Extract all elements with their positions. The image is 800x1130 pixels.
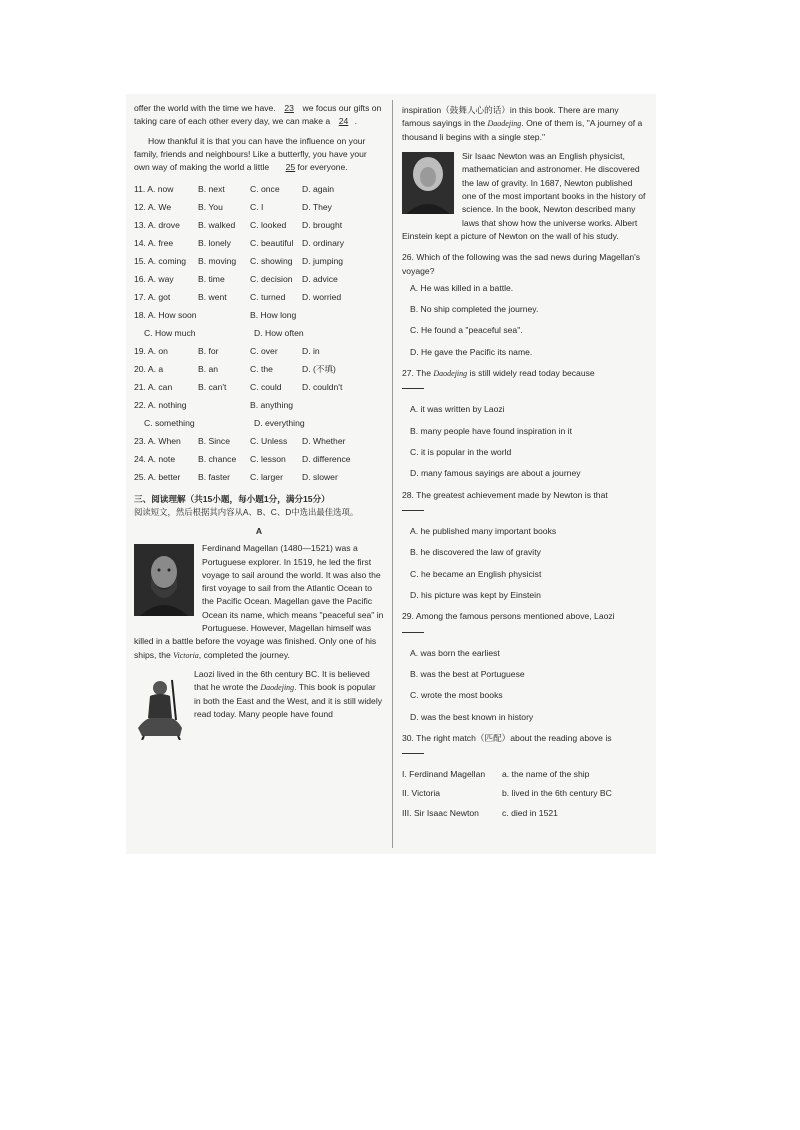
- option-row-11: 11. A. now B. next C. once D. again: [134, 183, 335, 194]
- question-28: 28. The greatest achievement made by Newton is that: [402, 489, 608, 500]
- question-29: 29. Among the famous persons mentioned above, Laozi: [402, 611, 615, 622]
- match-row-1: I. Ferdinand Magellan a. the name of the ship: [402, 769, 590, 780]
- blank-23: 23: [284, 103, 294, 113]
- q27-option-a: A. it was written by Laozi: [410, 404, 505, 415]
- blank-25: 25: [285, 162, 296, 173]
- q29-option-b: B. was the best at Portuguese: [410, 668, 525, 679]
- question-30: 30. The right match（匹配）about the reading above is: [402, 732, 612, 743]
- laozi-paragraph-cont: inspiration（鼓舞人心的话）in this book. There are many famous sayings in the Daodejing. One of them is, "A journey of a thousand li begins with a single step.": [402, 105, 643, 142]
- laozi-illustration: [134, 670, 186, 744]
- column-divider: [392, 100, 393, 848]
- q29-option-a: A. was born the earliest: [410, 647, 500, 658]
- option-row-12: 12. A. We B. You C. I D. They: [134, 201, 332, 212]
- section-heading: 三、阅读理解（共15小题，每小题1分，满分15分）: [134, 493, 330, 504]
- blank-24: 24: [338, 116, 349, 127]
- option-row-16: 16. A. way B. time C. decision D. advice: [134, 273, 338, 284]
- option-row-22a: 22. A. nothing B. anything: [134, 399, 293, 410]
- q29-option-d: D. was the best known in history: [410, 711, 534, 722]
- option-row-17: 17. A. got B. went C. turned D. worried: [134, 291, 342, 302]
- answer-line: [402, 628, 424, 633]
- newton-portrait: [402, 152, 454, 218]
- answer-line: [402, 749, 424, 754]
- q26-option-c: C. He found a "peaceful sea".: [410, 325, 523, 336]
- cloze-passage-closing: How thankful it is that you can have the influence on your family, friends and neighbours! Like a butterfly, you have your own way of making the world a little 25 for everyone.: [134, 135, 384, 175]
- magellan-portrait: [134, 544, 194, 620]
- option-row-20: 20. A. a B. an C. the D. (不填): [134, 363, 336, 374]
- cloze-passage-end: offer the world with the time we have. 23 we focus our gifts on taking care of each other every day, we can make a 24 .: [134, 102, 384, 129]
- option-row-15: 15. A. coming B. moving C. showing D. jumping: [134, 255, 344, 266]
- q28-option-d: D. his picture was kept by Einstein: [410, 589, 541, 600]
- q28-option-a: A. he published many important books: [410, 526, 557, 537]
- passage-label: A: [255, 525, 263, 536]
- left-column: [134, 102, 384, 746]
- q27-option-b: B. many people have found inspiration in it: [410, 425, 572, 436]
- q28-option-b: B. he discovered the law of gravity: [410, 547, 541, 558]
- option-row-25: 25. A. better B. faster C. larger D. slower: [134, 471, 338, 482]
- option-row-19: 19. A. on B. for C. over D. in: [134, 345, 320, 356]
- section-instructions: 阅读短文，然后根据其内容从A、B、C、D中选出最佳选项。: [134, 506, 359, 517]
- magellan-paragraph: Ferdinand Magellan (1480—1521) was a Portuguese explorer. In 1519, he led the first voyage to sail around the world. It was also the first voyage to sail from the Atlantic Ocean to the Pacific Ocean. Magellan gave the Pacific Ocean its name, which means "peaceful sea" in Portuguese. However, Magellan himself was killed in a battle before the voyage was finished. Only one of his ships, the Victoria, completed the journey.: [134, 543, 384, 660]
- answer-line: [402, 384, 424, 389]
- q29-option-c: C. wrote the most books: [410, 690, 503, 701]
- q26-option-d: D. He gave the Pacific its name.: [410, 346, 533, 357]
- ship-name: Victoria: [173, 650, 199, 660]
- question-26: 26. Which of the following was the sad news during Magellan's voyage?: [402, 252, 641, 276]
- option-row-24: 24. A. note B. chance C. lesson D. difference: [134, 453, 351, 464]
- q26-option-a: A. He was killed in a battle.: [410, 282, 514, 293]
- q27-option-d: D. many famous sayings are about a journey: [410, 468, 581, 479]
- q27-option-c: C. it is popular in the world: [410, 447, 512, 458]
- q26-option-b: B. No ship completed the journey.: [410, 304, 539, 315]
- option-row-13: 13. A. drove B. walked C. looked D. brought: [134, 219, 343, 230]
- laozi-paragraph: Laozi lived in the 6th century BC. It is believed that he wrote the Daodejing. This book is popular in both the East and the West, and it is still widely read today. Many people have found: [134, 668, 384, 721]
- question-27: 27. The Daodejing is still widely read today because: [402, 368, 595, 379]
- right-column: [402, 104, 648, 826]
- match-row-3: III. Sir Isaac Newton c. died in 1521: [402, 807, 558, 818]
- option-row-21: 21. A. can B. can't C. could D. couldn't: [134, 381, 343, 392]
- option-row-14: 14. A. free B. lonely C. beautiful D. ordinary: [134, 237, 345, 248]
- option-row-18a: 18. A. How soon B. How long: [134, 309, 297, 320]
- answer-line: [402, 506, 424, 511]
- newton-paragraph: Sir Isaac Newton was an English physicist, mathematician and astronomer. He discovered the law of gravity. In 1687, Newton published one of the most important books in the history of science. In the book, Newton described many laws that show how the universe works. Albert Einstein kept a picture of Newton on the wall of his study.: [402, 151, 646, 241]
- q28-option-c: C. he became an English physicist: [410, 568, 542, 579]
- option-row-22b: C. something D. everything: [144, 417, 305, 428]
- cloze-options: [134, 181, 384, 487]
- option-row-18b: C. How much D. How often: [144, 327, 304, 338]
- match-row-2: II. Victoria b. lived in the 6th century BC: [402, 788, 612, 799]
- option-row-23: 23. A. When B. Since C. Unless D. Whether: [134, 435, 346, 446]
